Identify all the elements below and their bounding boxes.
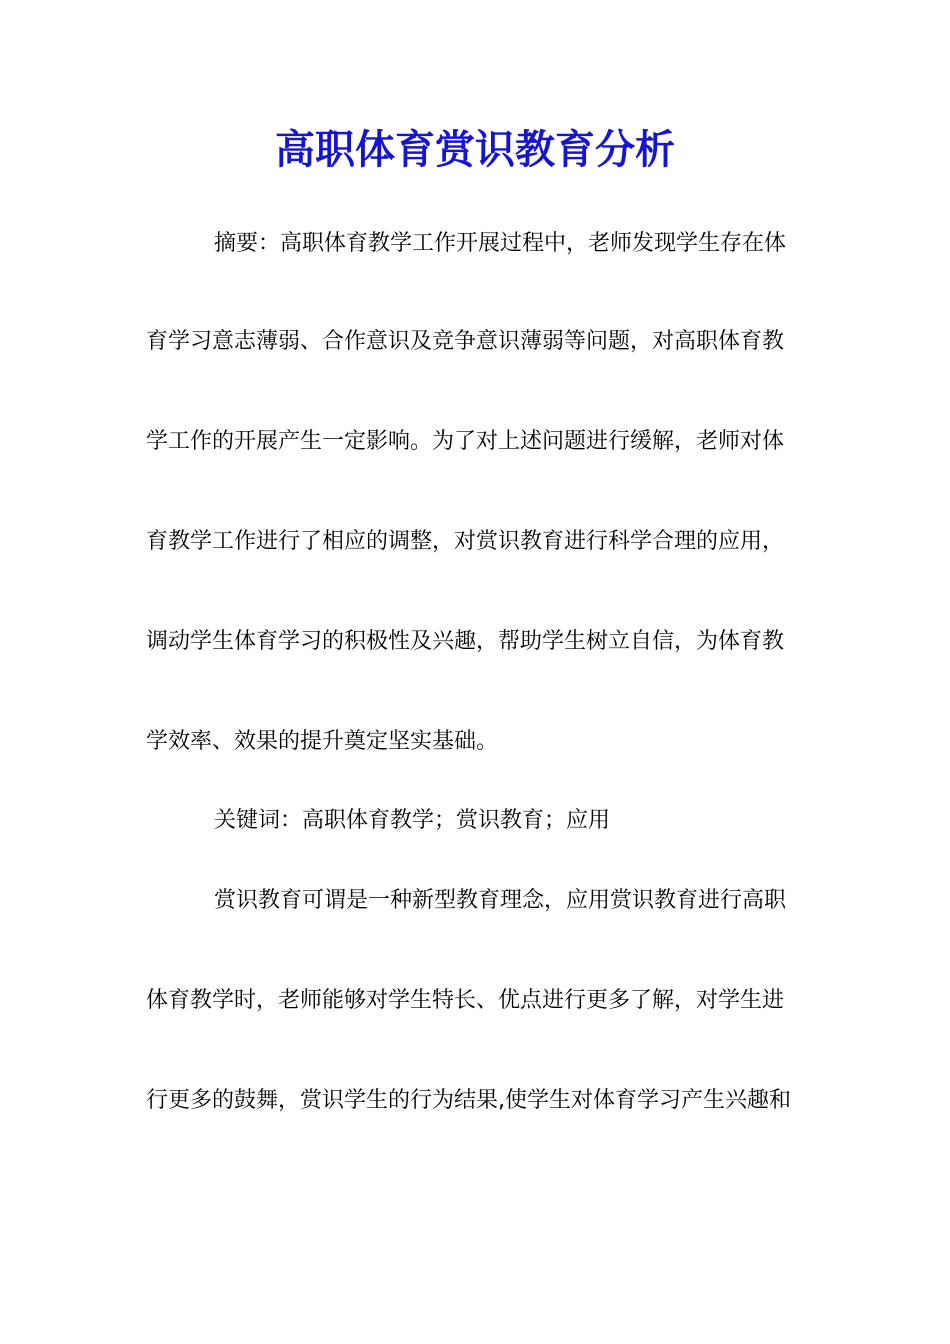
document-title: 高职体育赏识教育分析 xyxy=(275,126,675,173)
abstract-line-4: 育教学工作进行了相应的调整，对赏识教育进行科学合理的应用， xyxy=(146,529,785,554)
abstract-line-1: 摘要：高职体育教学工作开展过程中，老师发现学生存在体 xyxy=(214,231,787,256)
abstract-line-5: 调动学生体育学习的积极性及兴趣，帮助学生树立自信，为体育教 xyxy=(146,629,785,654)
abstract-line-3: 学工作的开展产生一定影响。为了对上述问题进行缓解，老师对体 xyxy=(146,429,785,454)
body-line-2: 体育教学时，老师能够对学生特长、优点进行更多了解，对学生进 xyxy=(146,988,785,1013)
body-line-3: 行更多的鼓舞，赏识学生的行为结果,使学生对体育学习产生兴趣和 xyxy=(146,1088,791,1113)
abstract-line-2: 育学习意志薄弱、合作意识及竞争意识薄弱等问题，对高职体育教 xyxy=(146,329,785,354)
abstract-line-6: 学效率、效果的提升奠定坚实基础。 xyxy=(146,729,499,754)
body-line-1: 赏识教育可谓是一种新型教育理念，应用赏识教育进行高职 xyxy=(214,888,787,913)
keywords-line: 关键词：高职体育教学；赏识教育；应用 xyxy=(214,808,611,833)
